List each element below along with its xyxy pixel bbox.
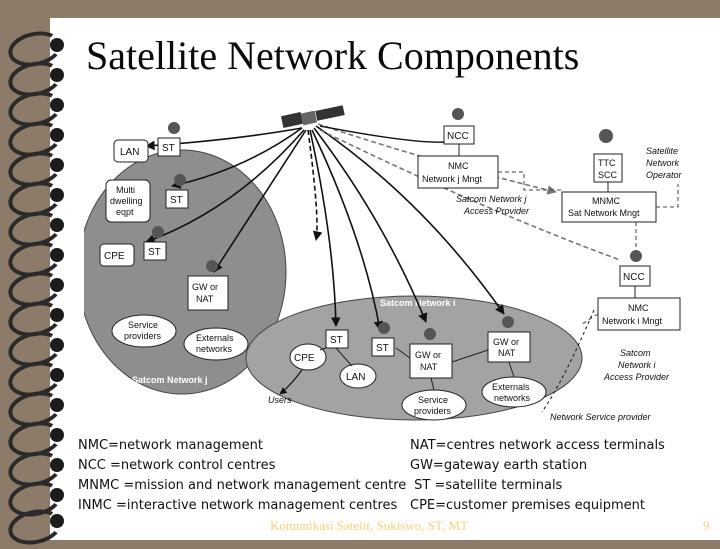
ttc-line1: TTC [598,158,616,168]
st-a-label: ST [330,335,343,346]
legend-item: NCC =network control centres [78,458,276,473]
network-j-label: Satcom Network j [132,375,208,385]
dish-icon [174,174,186,186]
gw1-i-line1: GW or [415,350,441,360]
satellite-panel-right [315,105,344,121]
nmc-j-line1: NMC [448,161,469,171]
service-j-line2: providers [124,331,162,341]
users-label: Users [268,395,292,405]
access-provider-j-line2: Access Provider [464,206,530,216]
binder-hole [50,368,64,382]
legend-item: CPE=customer premises equipment [410,498,645,513]
binder-hole [50,338,64,352]
link-st-a [310,130,336,326]
link-dashed [582,314,598,324]
binder-hole [50,458,64,472]
binder-hole [50,38,64,52]
legend-right [410,436,665,516]
link-gw1-i [314,128,426,322]
legend-item: NMC=network management [78,438,263,453]
cpe-i-label: CPE [294,353,315,364]
binder-hole [50,128,64,142]
st1-label: ST [162,143,175,154]
externals-i-line1: Externals [492,382,530,392]
mnmc-line1: MNMC [592,196,620,206]
ttc-line2: SCC [598,170,618,180]
binder-hole [50,514,64,528]
cpe-j-label: CPE [104,251,125,262]
binder-hole [50,68,64,82]
lan-j-label: LAN [120,147,140,158]
legend-item: MNMC =mission and network management centre [78,478,407,493]
st3-label: ST [148,247,161,258]
externals-j-line2: networks [196,344,233,354]
lan-i-label: LAN [346,372,366,383]
binder-hole [50,248,64,262]
link-dashed-j [308,130,317,240]
dish-icon [378,322,390,334]
mnmc-line2: Sat Network Mngt [568,208,640,218]
service-i-line1: Service [418,395,449,405]
binder-hole [50,98,64,112]
slide-title: Satellite Network Components [86,33,580,78]
satellite-body [301,111,317,126]
satellite-operator [562,129,683,256]
access-provider-j [418,108,564,216]
dish-icon [502,316,514,328]
access-provider-j-line1: Satcom Network j [456,194,527,204]
gw-j-line1: GW or [192,282,218,292]
legend-item: ST =satellite terminals [410,478,563,493]
nmc-j-line2: Network j Mngt [422,174,483,184]
dish-icon [206,260,218,272]
binder-hole [50,488,64,502]
externals-i-line2: networks [494,393,531,403]
network-i-label: Satcom Network i [380,298,456,308]
dish-icon [152,226,164,238]
multi-line1: Multi [116,185,136,195]
binder-hole [50,158,64,172]
link-dashed [656,184,678,207]
st-b-label: ST [376,343,389,354]
sat-operator-line3: Operator [646,170,682,180]
multi-line3: eqpt [116,207,134,217]
dish-icon [452,108,464,120]
gw-j-line2: NAT [196,294,214,304]
dish-icon [599,129,613,143]
page-number: 9 [703,518,710,533]
sat-operator-line1: Satellite [646,146,679,156]
sat-operator-line2: Network [646,158,680,168]
legend-item: INMC =interactive network management centres [78,498,398,513]
ncc-i-label: NCC [623,272,645,283]
binder-hole [50,428,64,442]
legend-item: GW=gateway earth station [410,458,588,473]
gw2-i-line1: GW or [493,337,519,347]
link-dashed [498,172,564,190]
multi-line2: dwelling [110,196,143,206]
access-provider-i-line3: Access Provider [604,372,670,382]
externals-j-line1: Externals [196,333,234,343]
nmc-i-line2: Network i Mngt [602,316,663,326]
gw1-i-line2: NAT [420,362,438,372]
binder-hole [50,188,64,202]
network-diagram [84,100,692,422]
network-service-provider-label: Network Service provider [550,412,651,422]
binder-hole [50,308,64,322]
service-j-line1: Service [128,320,159,330]
binder-hole [50,398,64,412]
access-provider-i-line2: Network i [618,360,656,370]
access-provider-i [582,250,680,382]
service-i-line2: providers [414,406,452,416]
binder-hole [50,218,64,232]
gw2-i-line2: NAT [498,348,516,358]
legend-left [78,436,406,516]
ncc-j-label: NCC [447,131,469,142]
satellite-panel-left [281,112,303,128]
dish-icon [630,250,642,262]
legend-item: NAT=centres network access terminals [410,438,665,453]
st2-label: ST [170,195,183,206]
access-provider-i-line1: Satcom [620,348,651,358]
slide-footer: Komunikasi Satelit, Sukiswo, ST, MT [270,518,469,533]
satellite [281,105,345,128]
binder-hole [50,278,64,292]
dish-icon [424,328,436,340]
nmc-i-line1: NMC [628,303,649,313]
dish-icon [168,122,180,134]
